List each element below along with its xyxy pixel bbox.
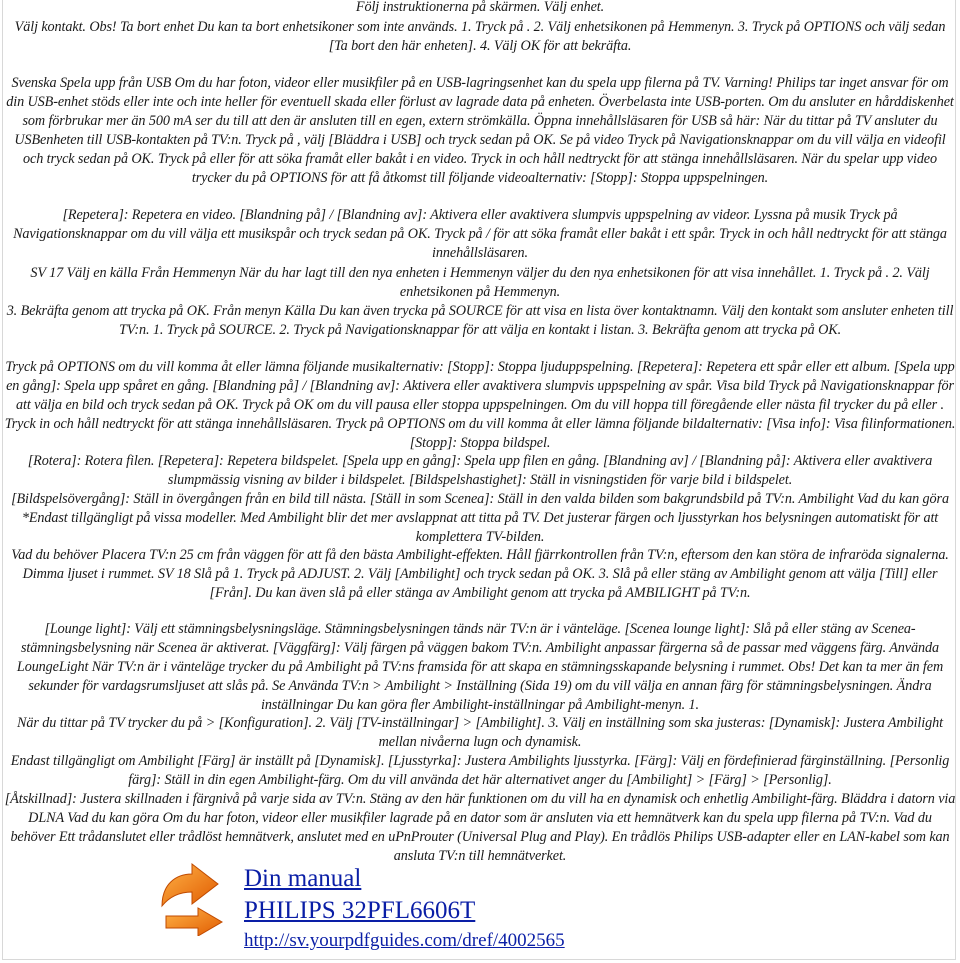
paragraph-7: Tryck på OPTIONS om du vill komma åt eller lämna följande musikalternativ: [Stopp]: Stoppa ljuduppspelning. [Repetera]: Repetera ett spår eller ett album. [Spela upp en gång]: Spela upp spåret en gång. [Blandning på] / [Blandning av]: Aktivera eller avaktivera slumpvis uppspelning av spår. Visa bild Tryck på Navigationsknappar för att välja en bild och tryck sedan på OK. Tryck på OK om du vill pausa eller stoppa uppspelningen. Om du vill hoppa till föregående eller nästa fil trycker du på eller . Tryck in och håll nedtryckt för att stänga innehållsläsaren. Tryck på OPTIONS om du vill komma åt eller lämna följande bildalternativ: [Visa info]: Visa filinformationen. [Stopp]: Stoppa bildspel. — [4, 359, 956, 451]
paragraph-14: [Åtskillnad]: Justera skillnaden i färgnivå på varje sida av TV:n. Stäng av den här funktionen om du vill ha en dynamisk och enhetlig Ambilight-färg. Bläddra i datorn via DLNA Vad du kan göra Om du har foton, videor eller musikfiler lagrade på en dator som är ansluten via ett hemnätverk kan du spela upp filerna på TV:n. Vad du behöver Ett trådanslutet eller trådlöst hemnätverk, anslutet med en uPnProuter (Universal Plug and Play). En trådlös Philips USB-adapter eller en LAN-kabel som kan ansluta TV:n till hemnätverket. — [4, 791, 956, 864]
paragraph-9: [Bildspelsövergång]: Ställ in övergången från en bild till nästa. [Ställ in som Scenea]: Ställ in den valda bilden som bakgrundsbild på TV:n. Ambilight Vad du kan göra *Endast tillgängligt på vissa modeller. Med Ambilight blir det mer avslappnat att titta på TV. Det justerar färgen och ljusstyrkan hos belysningen automatiskt för att komplettera TV-bilden. — [11, 491, 949, 545]
paragraph-10: Vad du behöver Placera TV:n 25 cm från väggen för att få den bästa Ambilight-effekten. Håll fjärrkontrollen från TV:n, eftersom den kan störa de infraröda signalerna. Dimma ljuset i rummet. SV 18 Slå på 1. Tryck på ADJUST. 2. Välj [Ambilight] och tryck sedan på OK. 3. Slå på eller stäng av Ambilight genom att välja [Till] eller [Från]. Du kan även slå på eller stänga av Ambilight genom att trycka på AMBILIGHT på TV:n. — [11, 547, 949, 601]
paragraph-12: När du tittar på TV trycker du på > [Konfiguration]. 2. Välj [TV-inställningar] > [Ambilight]. 3. Välj en inställning som ska justeras: [Dynamisk]: Justera Ambilight mellan nivåerna lugn och dynamisk. — [17, 715, 943, 750]
pdf-guide-arrow-icon — [158, 862, 228, 936]
footer-links — [244, 864, 565, 954]
paragraph-6: 3. Bekräfta genom att trycka på OK. Från menyn Källa Du kan även trycka på SOURCE för att visa en lista över kontaktnamn. Välj den kontakt som ansluter enheten till TV:n. 1. Tryck på SOURCE. 2. Tryck på Navigationsknappar för att välja en kontakt i listan. 3. Bekräfta genom att trycka på OK. — [6, 303, 954, 338]
paragraph-13: Endast tillgängligt om Ambilight [Färg] är inställt på [Dynamisk]. [Ljusstyrka]: Justera Ambilights ljusstyrka. [Färg]: Välj en fördefinierad färginställning. [Personlig färg]: Ställ in din egen Ambilight-färg. Om du vill använda det här alternativet anger du [Ambilight] > [Färg] > [Personlig]. — [10, 753, 950, 788]
paragraph-2: Välj kontakt. Obs! Ta bort enhet Du kan ta bort enhetsikoner som inte används. 1. Tryck på . 2. Välj enhetsikonen på Hemmenyn. 3. Tryck på OPTIONS och välj sedan [Ta bort den här enheten]. 4. Välj OK för att bekräfta. — [14, 19, 946, 54]
paragraph-4: [Repetera]: Repetera en video. [Blandning på] / [Blandning av]: Aktivera eller avaktivera slumpvis uppspelning av videor. Lyssna på musik Tryck på Navigationsknappar om du vill välja ett musikspår och tryck sedan på OK. Tryck på / för att söka framåt eller bakåt i ett spår. Tryck in och håll nedtryckt för att stänga innehållsläsaren. — [13, 207, 947, 261]
paragraph-1: Följ instruktionerna på skärmen. Välj enhet. — [355, 0, 605, 15]
paragraph-5: SV 17 Välj en källa Från Hemmenyn När du har lagt till den nya enheten i Hemmenyn väljer du den nya enhetsikonen för att visa innehållet. 1. Tryck på . 2. Välj enhetsikonen på Hemmenyn. — [30, 265, 930, 300]
din-manual-link[interactable]: Din manual — [244, 865, 362, 892]
model-link[interactable]: PHILIPS 32PFL6606T — [244, 897, 476, 924]
paragraph-8: [Rotera]: Rotera filen. [Repetera]: Repetera bildspelet. [Spela upp en gång]: Spela upp filen en gång. [Blandning av] / [Blandning på]: Aktivera eller avaktivera slumpmässig visning av bilder i bildspelet. [Bildspelshastighet]: Ställ in visningstiden för varje bild i bildspelet. — [27, 453, 933, 488]
paragraph-11: [Lounge light]: Välj ett stämningsbelysningsläge. Stämningsbelysningen tänds när TV:n är i vänteläge. [Scenea lounge light]: Slå på eller stäng av Scenea-stämningsbelysning när Scenea är aktiverat. [Väggfärg]: Välj färgen på väggen bakom TV:n. Ambilight anpassar färgerna så de passar med väggens färg. Använda LoungeLight När TV:n är i vänteläge trycker du på Ambilight på TV:ns framsida för att skapa en stämningsskapande belysning i rummet. Obs! Det kan ta mer än fem sekunder för vardagsrumsljuset att slås på. Se Använda TV:n > Ambilight > Inställning (Sida 19) om du vill välja en annan färg för stämningsbelysningen. Ändra inställningar Du kan göra fler Ambilight-inställningar på Ambilight-menyn. 1. — [16, 621, 944, 713]
manual-url-link[interactable]: http://sv.yourpdfguides.com/dref/4002565 — [244, 930, 565, 951]
paragraph-3: Svenska Spela upp från USB Om du har foton, videor eller musikfiler på en USB-lagringsenhet kan du spela upp filerna på TV. Varning! Philips tar inget ansvar för om din USB-enhet stöds eller inte och inte heller för eventuell skada eller förlust av lagrade data på enheten. Överbelasta inte USB-porten. Om du ansluter en hårddiskenhet som förbrukar mer än 500 mA ser du till att den är ansluten till en egen, extern strömkälla. Öppna innehållsläsaren för USB så här: När du tittar på TV ansluter du USBenheten till USB-kontakten på TV:n. Tryck på , välj [Bläddra i USB] och tryck sedan på OK. Se på video Tryck på Navigationsknappar om du vill välja en videofil och tryck sedan på OK. Tryck på eller för att söka framåt eller bakåt i en video. Tryck in och håll nedtryckt för att stänga innehållsläsaren. När du spelar upp video trycker du på OPTIONS för att få åtkomst till följande videoalternativ: [Stopp]: Stoppa uppspelningen. — [6, 75, 954, 186]
